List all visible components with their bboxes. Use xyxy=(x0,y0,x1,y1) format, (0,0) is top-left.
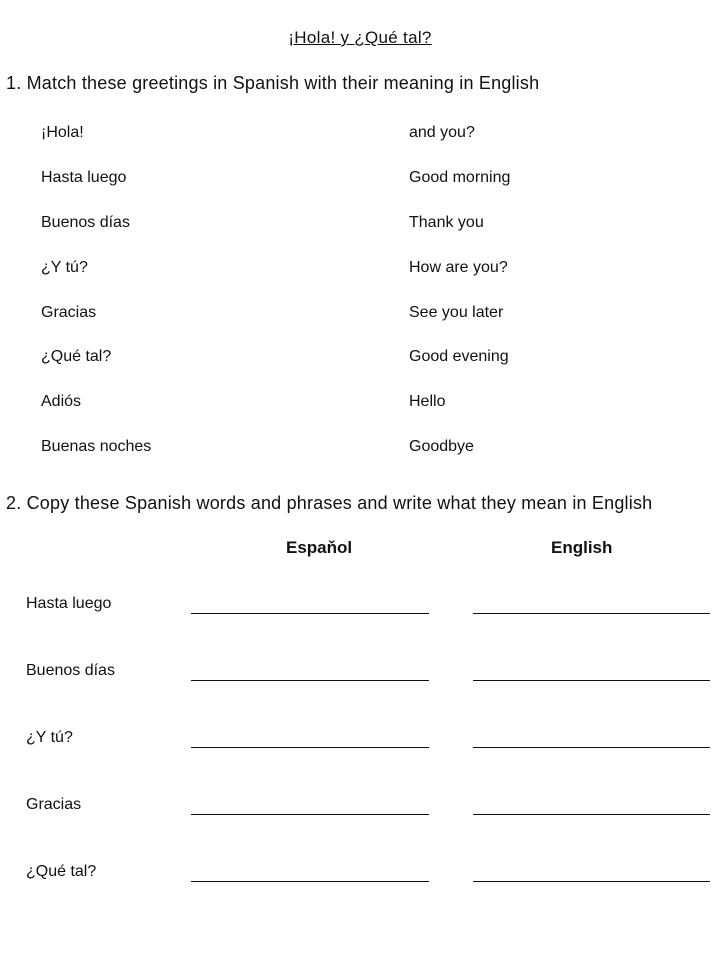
english-meaning: and you? xyxy=(409,124,475,141)
phrase-label: ¿Y tú? xyxy=(26,729,73,746)
copy-row xyxy=(0,595,720,635)
spanish-answer-line[interactable] xyxy=(191,881,429,882)
copy-row xyxy=(0,796,720,836)
match-row xyxy=(41,438,641,483)
english-meaning: Good evening xyxy=(409,348,509,366)
matching-list xyxy=(41,124,641,483)
spanish-answer-line[interactable] xyxy=(191,613,429,614)
spanish-answer-line[interactable] xyxy=(191,814,429,815)
phrase-label: ¿Qué tal? xyxy=(26,863,97,880)
english-meaning: Goodbye xyxy=(409,438,474,456)
match-row xyxy=(41,259,641,304)
spanish-greeting: ¿Y tú? xyxy=(41,258,88,276)
english-answer-line[interactable] xyxy=(473,680,710,681)
question-1-instruction: 1. Match these greetings in Spanish with their meaning in English xyxy=(6,73,540,93)
column-header-spanish: Espaňol xyxy=(286,538,353,557)
spanish-greeting: Gracias xyxy=(41,303,97,321)
english-meaning: Hello xyxy=(409,393,446,411)
match-row xyxy=(41,348,641,393)
copy-row xyxy=(0,662,720,702)
english-meaning: Good morning xyxy=(409,168,511,186)
english-answer-line[interactable] xyxy=(473,613,710,614)
question-2-instruction: 2. Copy these Spanish words and phrases and write what they mean in English xyxy=(6,493,653,513)
spanish-answer-line[interactable] xyxy=(191,680,429,681)
match-row xyxy=(41,214,641,259)
spanish-greeting: Hasta luego xyxy=(41,168,127,186)
match-row xyxy=(41,124,641,169)
match-row xyxy=(41,169,641,214)
english-meaning: Thank you xyxy=(409,213,484,231)
phrase-label: Gracias xyxy=(26,796,82,813)
english-meaning: See you later xyxy=(409,303,504,321)
english-meaning: How are you? xyxy=(409,258,508,276)
match-row xyxy=(41,393,641,438)
match-row xyxy=(41,304,641,349)
spanish-greeting: Buenas noches xyxy=(41,438,152,456)
english-answer-line[interactable] xyxy=(473,814,710,815)
english-answer-line[interactable] xyxy=(473,747,710,748)
column-header-english: English xyxy=(551,538,613,557)
spanish-greeting: Adiós xyxy=(41,393,82,411)
phrase-label: Buenos días xyxy=(26,662,115,679)
spanish-greeting: ¿Qué tal? xyxy=(41,348,112,366)
copy-row xyxy=(0,863,720,903)
english-answer-line[interactable] xyxy=(473,881,710,882)
spanish-greeting: ¡Hola! xyxy=(41,124,84,141)
worksheet-title: ¡Hola! y ¿Qué tal? xyxy=(288,28,432,47)
phrase-label: Hasta luego xyxy=(26,595,112,612)
spanish-greeting: Buenos días xyxy=(41,213,130,231)
spanish-answer-line[interactable] xyxy=(191,747,429,748)
copy-row xyxy=(0,729,720,769)
